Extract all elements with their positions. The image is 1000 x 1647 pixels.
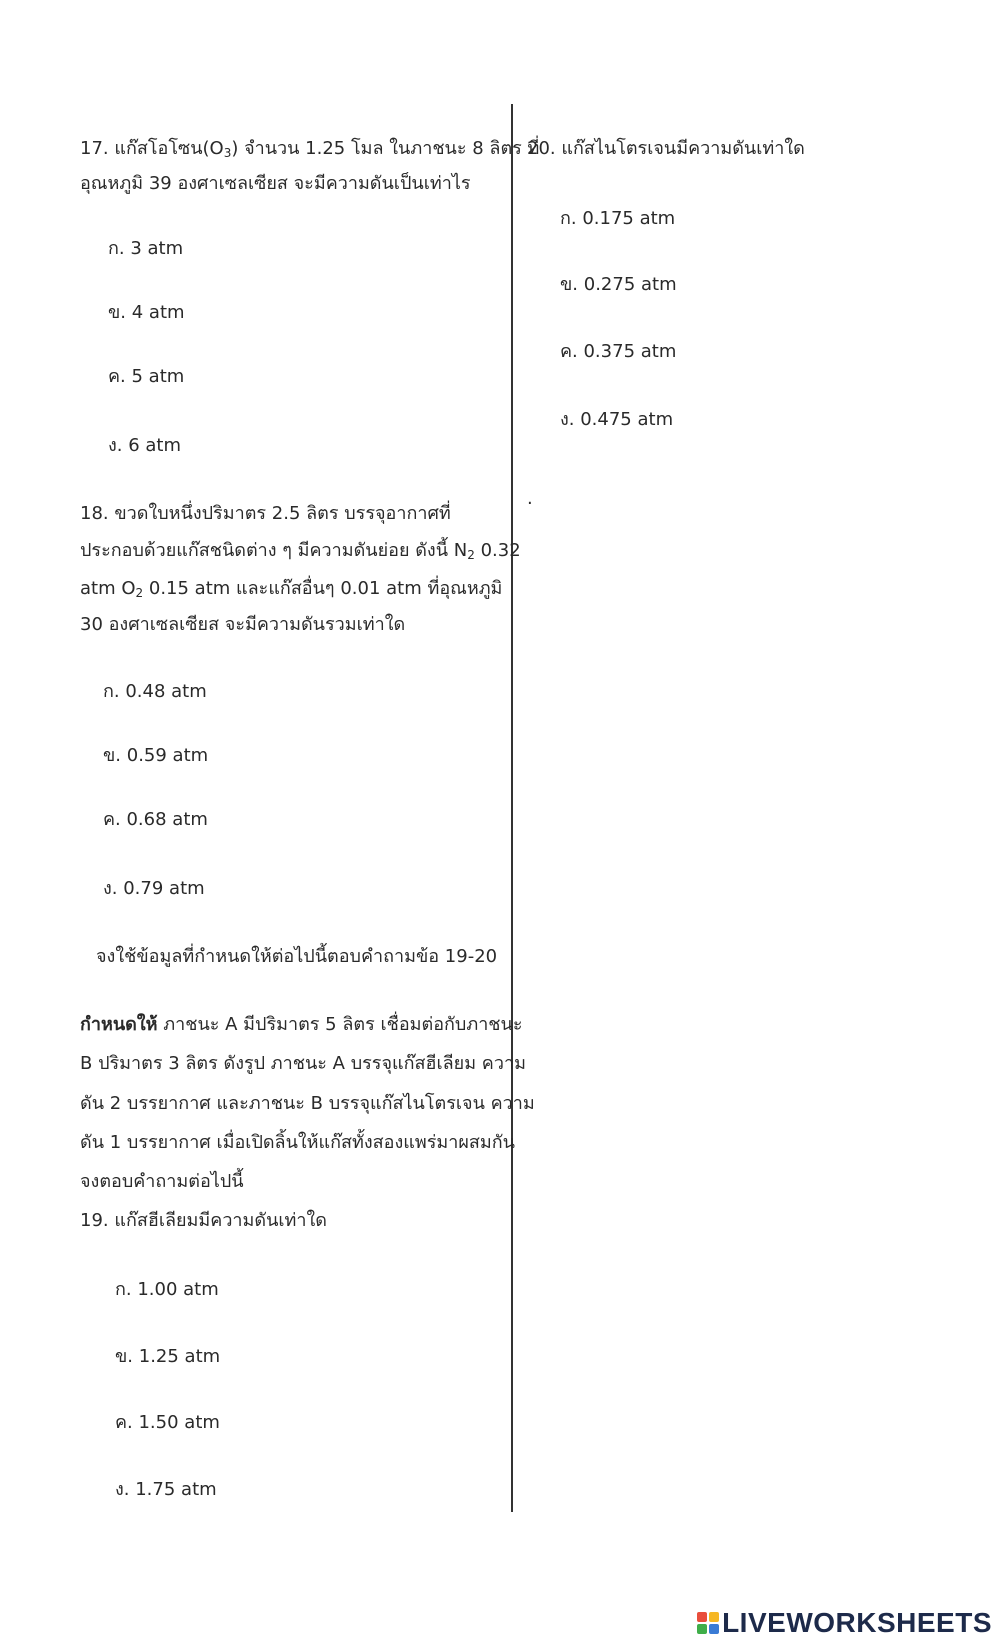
column-divider (511, 104, 513, 1512)
liveworksheets-logo-icon (697, 1612, 719, 1634)
q17-text-line-2: อุณหภูมิ 39 องศาเซลเซียส จะมีความดันเป็นเท่าไร (80, 173, 471, 194)
given-line-1: กำหนดให้ ภาชนะ A มีปริมาตร 5 ลิตร เชื่อมต่อกับภาชนะ (80, 1014, 523, 1035)
q18-choice-d[interactable]: ง. 0.79 atm (103, 878, 205, 899)
q20-choice-b[interactable]: ข. 0.275 atm (560, 274, 677, 295)
q17-text-line-1: 17. แก๊สโอโซน$(O_3)$ จำนวน 1.25 โมล ในภาชนะ 8 ลิตร ที่ (80, 138, 540, 160)
q18-choice-a[interactable]: ก. 0.48 atm (103, 681, 207, 702)
q18-text-line-1: 18. ขวดใบหนึ่งปริมาตร 2.5 ลิตร บรรจุอากาศที่ (80, 503, 451, 524)
liveworksheets-logo (697, 1607, 992, 1639)
given-label: กำหนดให้ (80, 1014, 158, 1035)
q20-question: 20. แก๊สไนโตรเจนมีความดันเท่าใด (527, 138, 805, 159)
q19-choice-c[interactable]: ค. 1.50 atm (115, 1412, 220, 1433)
q18-text-line-3: atm $O_2$ 0.15 atm และแก๊สอื่นๆ 0.01 atm ที่อุณหภูมิ (80, 578, 503, 600)
q20-choice-d[interactable]: ง. 0.475 atm (560, 409, 674, 430)
q19-question: 19. แก๊สฮีเลียมมีความดันเท่าใด (80, 1210, 327, 1231)
q18-choice-c[interactable]: ค. 0.68 atm (103, 809, 208, 830)
logo-square-1 (697, 1612, 707, 1622)
given-line-2: B ปริมาตร 3 ลิตร ดังรูป ภาชนะ A บรรจุแก๊สฮีเลียม ความ (80, 1053, 526, 1074)
liveworksheets-logo-text: LIVEWORKSHEETS (722, 1607, 992, 1638)
q17-choice-c[interactable]: ค. 5 atm (108, 366, 185, 387)
q17-choice-d[interactable]: ง. 6 atm (108, 435, 182, 456)
q18-text-line-4: 30 องศาเซลเซียส จะมีความดันรวมเท่าใด (80, 614, 406, 635)
q19-choice-d[interactable]: ง. 1.75 atm (115, 1479, 217, 1500)
q20-choice-a[interactable]: ก. 0.175 atm (560, 208, 676, 229)
logo-square-3 (697, 1624, 707, 1634)
q17-choice-b[interactable]: ข. 4 atm (108, 302, 185, 323)
q18-choice-b[interactable]: ข. 0.59 atm (103, 745, 209, 766)
given-line-5: จงตอบคำถามต่อไปนี้ (80, 1171, 244, 1192)
logo-square-4 (709, 1624, 719, 1634)
q19-choice-b[interactable]: ข. 1.25 atm (115, 1346, 221, 1367)
q19-choice-a[interactable]: ก. 1.00 atm (115, 1279, 219, 1300)
instruction-text: จงใช้ข้อมูลที่กำหนดให้ต่อไปนี้ตอบคำถามข้อ 19-20 (96, 946, 498, 967)
logo-square-2 (709, 1612, 719, 1622)
q20-choice-c[interactable]: ค. 0.375 atm (560, 341, 677, 362)
stray-dot: . (527, 488, 533, 509)
q18-text-line-2: ประกอบด้วยแก๊สชนิดต่าง ๆ มีความดันย่อย ดังนี้ $N_2$ 0.32 (80, 540, 521, 562)
given-line-3: ดัน 2 บรรยากาศ และภาชนะ B บรรจุแก๊สไนโตรเจน ความ (80, 1093, 535, 1114)
given-line-4: ดัน 1 บรรยากาศ เมื่อเปิดลิ้นให้แก๊สทั้งสองแพร่มาผสมกัน (80, 1132, 515, 1153)
q17-choice-a[interactable]: ก. 3 atm (108, 238, 184, 259)
